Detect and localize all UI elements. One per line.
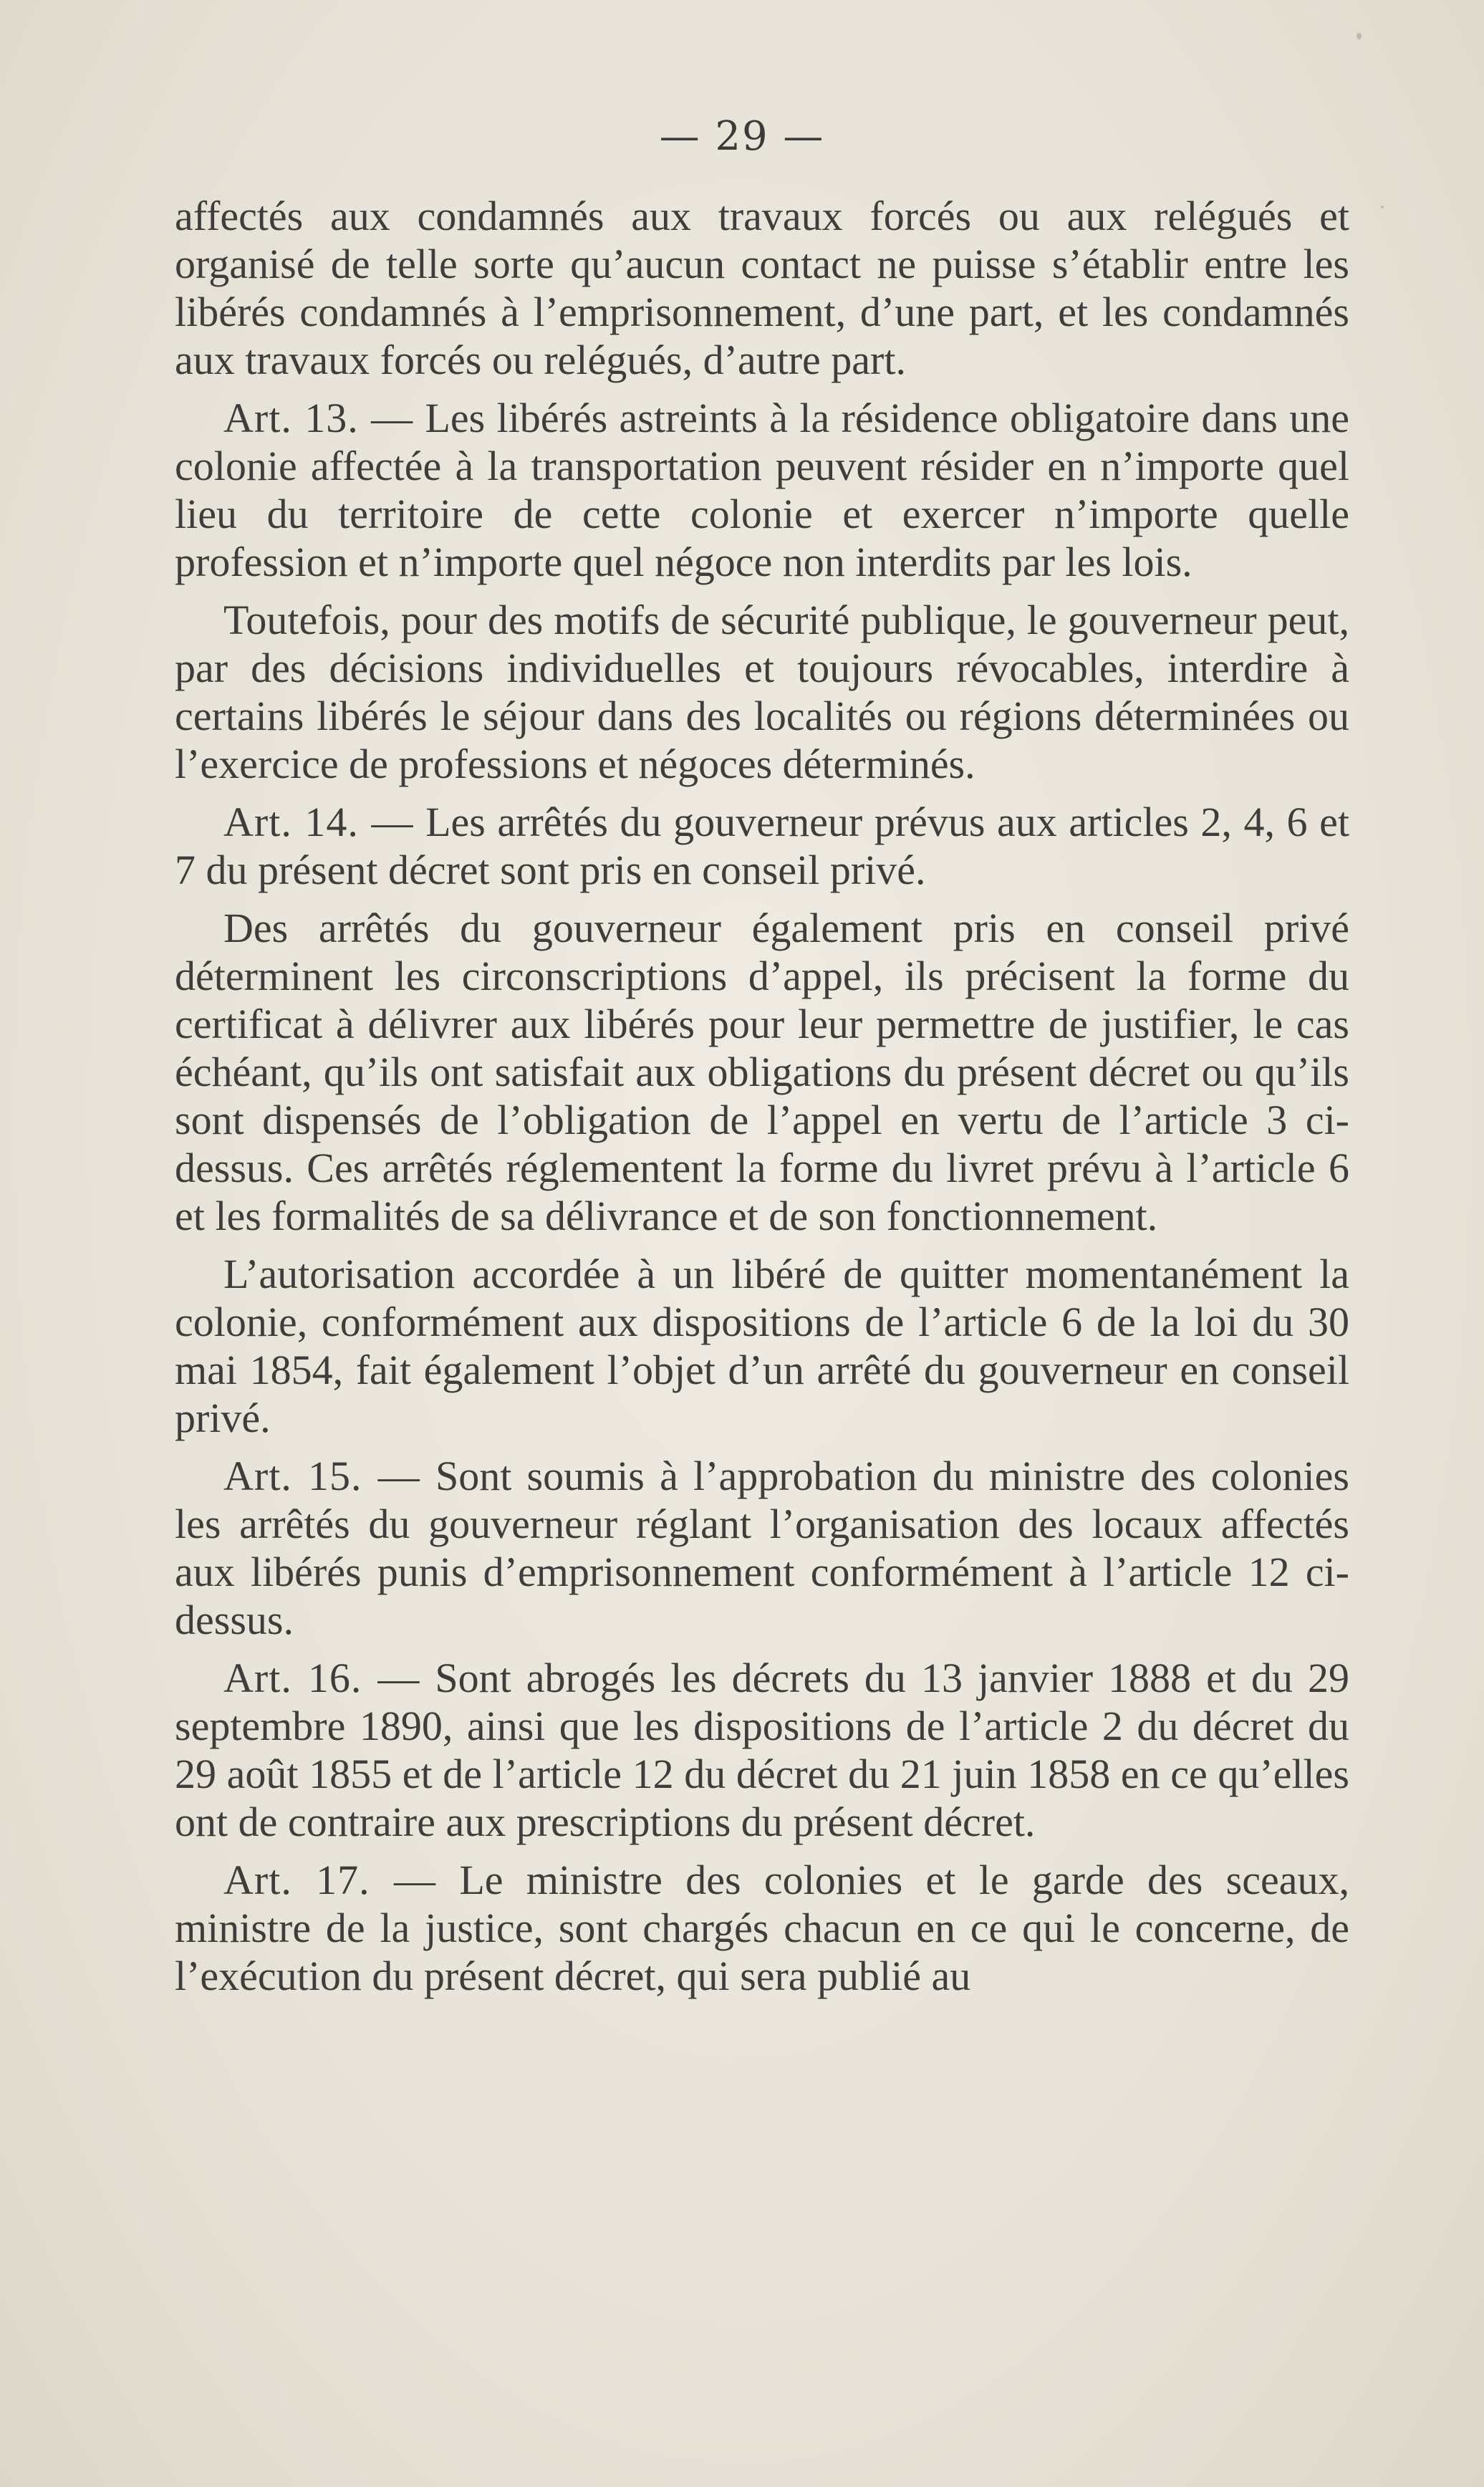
article-17 (175, 1856, 1349, 2000)
paper-speck (1357, 33, 1362, 39)
paragraph-text: Les arrêtés du gouverneur prévus aux articles 2, 4, 6 et 7 du présent décret sont pris en conseil privé. (175, 799, 1349, 893)
paragraph-text: Le ministre des colonies et le garde des sceaux, ministre de la justice, sont chargés chacun en ce qui le concerne, de l’exécution du présent décret, qui sera publié au (175, 1857, 1349, 1999)
article-14 (175, 798, 1349, 894)
paper-speck (1381, 206, 1384, 208)
paragraph (175, 1250, 1349, 1442)
article-label: Art. 16. — (223, 1655, 420, 1701)
page-number: — 29 — (659, 113, 825, 160)
paragraph-text: L’autorisation accordée à un libéré de quitter momentanément la colonie, conformément aux dispositions de l’article 6 de la loi du 30 mai 1854, fait également l’objet d’un arrêté du gouverneur en conseil privé. (175, 1251, 1349, 1441)
body-text (175, 192, 1349, 2010)
paragraph-text: Les libérés astreints à la résidence obligatoire dans une colonie affectée à la transportation peuvent résider en n’importe quel lieu du territoire de cette colonie et exercer n’importe quelle profession et n’importe quel négoce non interdits par les lois. (175, 395, 1349, 585)
article-label: Art. 17. — (223, 1857, 436, 1903)
article-13 (175, 394, 1349, 586)
article-16 (175, 1654, 1349, 1846)
article-15 (175, 1452, 1349, 1644)
paragraph (175, 596, 1349, 788)
article-label: Art. 14. — (223, 799, 414, 845)
paragraph (175, 904, 1349, 1240)
paragraph-text: Sont abrogés les décrets du 13 janvier 1888 et du 29 septembre 1890, ainsi que les dispositions de l’article 2 du décret du 29 août 1855 et de l’article 12 du décret du 21 juin 1858 en ce qu’elles ont de contraire aux prescriptions du présent décret. (175, 1655, 1349, 1845)
paragraph-text: affectés aux condamnés aux travaux forcés ou aux relégués et organisé de telle sorte qu’aucun contact ne puisse s’établir entre les libérés condamnés à l’emprisonnement, d’une part, et les condamnés aux travaux forcés ou relégués, d’autre part. (175, 193, 1349, 383)
article-label: Art. 13. — (223, 395, 414, 441)
paragraph-continuation (175, 192, 1349, 384)
paragraph-text: Toutefois, pour des motifs de sécurité publique, le gouverneur peut, par des décisions individuelles et toujours révocables, interdire à certains libérés le séjour dans des localités ou régions déterminées ou l’exercice de professions et négoces déterminés. (175, 597, 1349, 787)
article-label: Art. 15. — (223, 1453, 420, 1499)
paragraph-text: Sont soumis à l’approbation du ministre des colonies les arrêtés du gouverneur réglant l’organisation des locaux affectés aux libérés punis d’emprisonnement conformément à l’article 12 ci-dessus. (175, 1453, 1349, 1643)
paragraph-text: Des arrêtés du gouverneur également pris en conseil privé déterminent les circonscriptions d’appel, ils précisent la forme du certificat à délivrer aux libérés pour leur permettre de justifier, le cas échéant, qu’ils ont satisfait aux obligations du présent décret ou qu’ils sont dispensés de l’obligation de l’appel en vertu de l’article 3 ci-dessus. Ces arrêtés réglementent la forme du livret prévu à l’article 6 et les formalités de sa délivrance et de son fonctionnement. (175, 905, 1349, 1239)
